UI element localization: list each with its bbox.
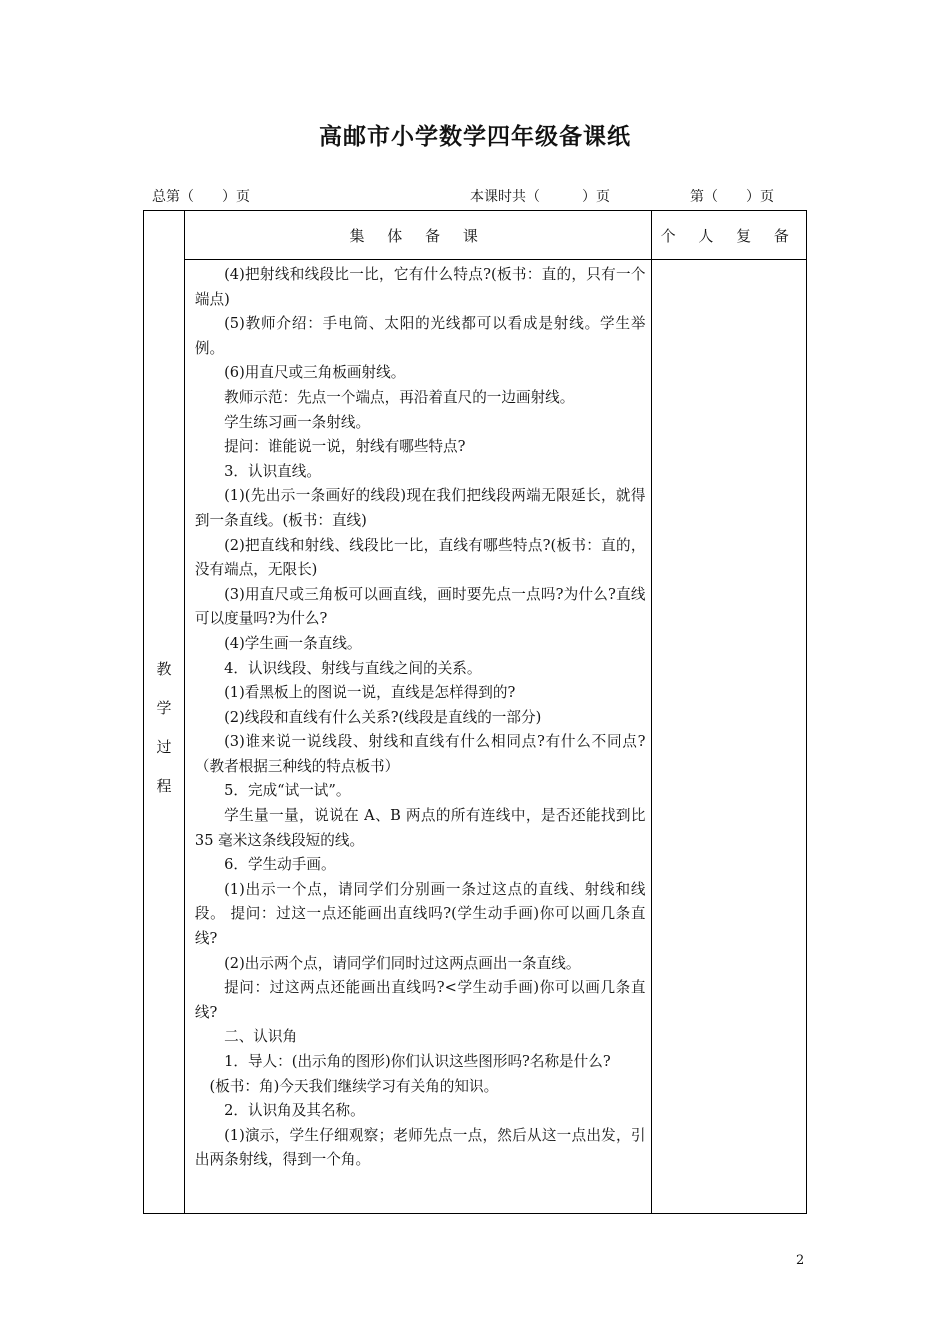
collective-prep-header: 集 体 备 课 [184,211,652,260]
lesson-paragraph: 教师示范：先点一个端点，再沿着直尺的一边画射线。 [224,388,575,406]
lesson-paragraph: (4)学生画一条直线。 [224,634,362,652]
lesson-paragraph: 5．完成“试一试”。 [224,782,351,800]
collective-prep-cell [184,260,652,1214]
lesson-paragraph: 4．认识线段、射线与直线之间的关系。 [224,659,482,677]
personal-review-cell [652,260,807,1214]
side-label-char: 程 [156,777,172,795]
side-label-char: 过 [156,738,172,756]
lesson-paragraph: (2)出示两个点，请同学们同时过这两点画出一条直线。 [224,954,581,972]
lesson-paragraph: 3．认识直线。 [224,462,321,480]
lesson-paragraph: 学生练习画一条射线。 [224,413,371,431]
lesson-paragraph: (3)用直尺或三角板可以画直线，画时要先点一点吗?为什么?直线可以度量吗?为什么? [194,585,646,628]
lesson-paragraph: (5)教师介绍：手电筒、太阳的光线都可以看成是射线。学生举例。 [194,315,646,357]
lesson-paragraph: (1)出示一个点，请同学们分别画一条过这点的直线、射线和线段。 提问：过这一点还能画出直线吗?(学生动手画)你可以画几条直线? [194,880,646,948]
page-number-label: 第（ ）页 [690,189,774,205]
lesson-paragraph: (4)把射线和线段比一比，它有什么特点?(板书：直的，只有一个端点) [194,266,646,308]
lesson-paragraph: (6)用直尺或三角板画射线。 [224,364,406,382]
lesson-paragraph: 提问：谁能说一说，射线有哪些特点? [224,438,466,456]
lesson-paragraph: 6．学生动手画。 [224,856,336,874]
lesson-paragraph: (2)把直线和射线、线段比一比，直线有哪些特点?(板书：直的，没有端点，无限长) [194,536,646,579]
total-pages-label: 总第（ ）页 [152,189,250,205]
lesson-paragraph: 1．导人：(出示角的图形)你们认识这些图形吗?名称是什么? [224,1053,611,1070]
lesson-paragraph: (1)演示，学生仔细观察；老师先点一点，然后从这一点出发，引出两条射线，得到一个角。 [194,1126,646,1169]
lesson-paragraph: 提问：过这两点还能画出直线吗?<学生动手画)你可以画几条直线? [194,979,646,1021]
page-number: 2 [796,1253,805,1268]
side-label-cell [144,211,185,1214]
side-label [144,628,184,796]
page-title: 高邮市小学数学四年级备课纸 [319,124,631,150]
lesson-paragraph: 学生量一量，说说在 A、B 两点的所有连线中，是否还能找到比 35 毫米这条线段短的线。 [194,807,646,849]
lesson-paragraph: 2．认识角及其名称。 [224,1102,365,1120]
lesson-paragraph: (3)谁来说一说线段、射线和直线有什么相同点?有什么不同点?（教者根据三种线的特点板书） [194,733,646,775]
personal-review-header: 个 人 复 备 [652,211,807,260]
lesson-paragraph: (2)线段和直线有什么关系?(线段是直线的一部分) [224,708,542,726]
lesson-total-pages-label: 本课时共（ ）页 [470,189,610,205]
side-label-char: 学 [156,699,172,717]
lesson-paragraph: (1)(先出示一条画好的线段)现在我们把线段两端无限延长，就得到一条直线。(板书：直线) [194,487,646,529]
lesson-paragraph: (1)看黑板上的图说一说，直线是怎样得到的? [224,684,516,702]
lesson-plan-table [143,210,807,1214]
lesson-paragraph: (板书：角)今天我们继续学习有关角的知识。 [209,1077,499,1095]
side-label-char: 教 [156,660,172,678]
lesson-content [185,260,652,1213]
lesson-paragraph: 二、认识角 [224,1028,298,1046]
